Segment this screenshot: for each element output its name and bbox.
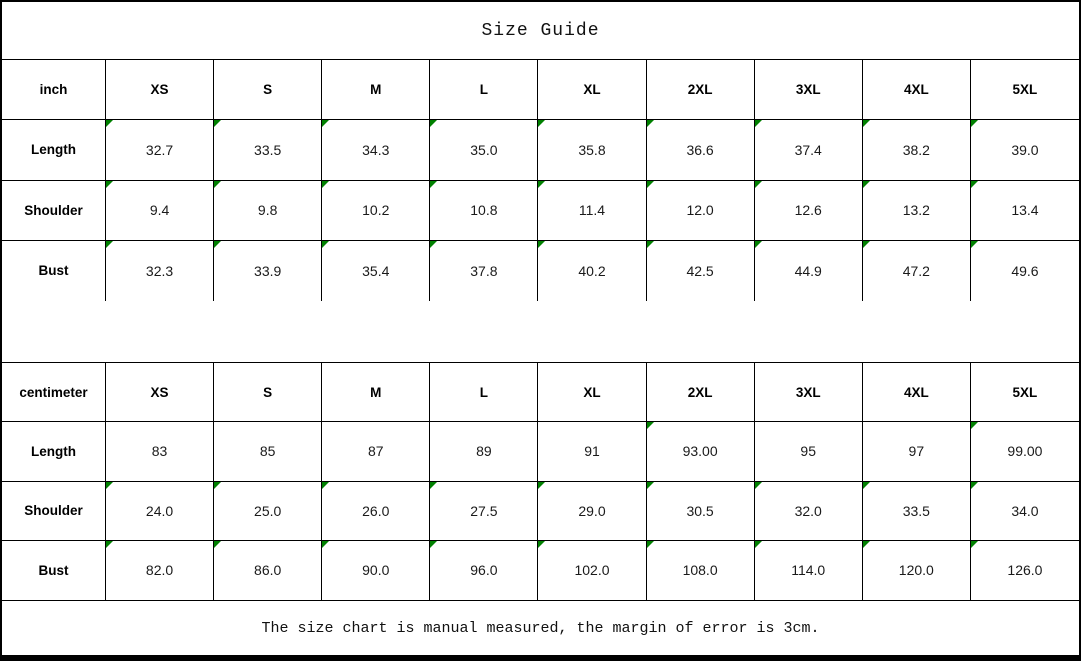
value-cell [214, 181, 322, 241]
row-label-length [2, 422, 106, 481]
size-header-cell-s [214, 363, 322, 422]
value-cell-text: 37.8 [470, 262, 498, 279]
value-cell [322, 422, 430, 481]
value-cell-text: 24.0 [145, 502, 174, 519]
value-cell-text: 126.0 [1007, 562, 1043, 579]
value-cell-text: 40.2 [578, 262, 606, 279]
value-cell [430, 422, 538, 481]
size-header-cell-3xl [755, 363, 863, 422]
size-header-cell-m [322, 60, 430, 120]
value-cell-text: 32.7 [145, 141, 174, 158]
value-cell [863, 482, 971, 541]
cell-comment-marker-icon [538, 541, 545, 548]
size-header-cell-l-text: L [479, 384, 488, 400]
value-cell-text: 49.6 [1011, 262, 1039, 279]
cell-comment-marker-icon [322, 541, 329, 548]
value-cell [106, 422, 214, 481]
size-header-cell-m-text: M [370, 384, 382, 400]
row-label-bust [2, 241, 106, 301]
cell-comment-marker-icon [430, 181, 437, 188]
value-cell [647, 541, 755, 600]
cell-comment-marker-icon [755, 241, 762, 248]
value-cell [971, 241, 1079, 301]
value-cell [647, 241, 755, 301]
bottom-black-bar [2, 655, 1079, 661]
value-cell [538, 241, 646, 301]
value-cell [106, 241, 214, 301]
value-cell-text: 35.0 [470, 141, 498, 158]
cell-comment-marker-icon [971, 120, 978, 127]
size-header-cell-l [430, 363, 538, 422]
size-header-cell-xl [538, 60, 646, 120]
value-cell [538, 422, 646, 481]
value-cell-text: 44.9 [794, 262, 822, 279]
size-header-cell-xs [106, 60, 214, 120]
value-cell-text: 27.5 [470, 502, 498, 519]
size-header-cell-4xl-text: 4XL [903, 384, 929, 400]
inch-size-table [2, 60, 1079, 301]
size-header-cell-3xl-text: 3XL [795, 384, 821, 400]
cell-comment-marker-icon [214, 120, 221, 127]
value-cell-text: 13.4 [1011, 202, 1039, 219]
value-cell [430, 120, 538, 180]
value-cell-text: 35.4 [362, 262, 390, 279]
value-cell [755, 241, 863, 301]
footer-note-row [2, 600, 1079, 655]
cell-comment-marker-icon [755, 120, 762, 127]
value-cell-text: 33.5 [254, 141, 282, 158]
value-cell-text: 34.0 [1011, 502, 1039, 519]
cell-comment-marker-icon [647, 241, 654, 248]
row-label-shoulder-text: Shoulder [24, 202, 83, 218]
value-cell-text: 33.9 [254, 262, 282, 279]
footer-note: The size chart is manual measured, the margin of error is 3cm. [261, 619, 820, 637]
cell-comment-marker-icon [214, 181, 221, 188]
value-cell-text: 99.00 [1007, 443, 1043, 460]
cell-comment-marker-icon [538, 120, 545, 127]
value-cell-text: 12.0 [686, 202, 714, 219]
cell-comment-marker-icon [106, 120, 113, 127]
cell-comment-marker-icon [538, 482, 545, 489]
value-cell [538, 120, 646, 180]
value-cell-text: 82.0 [145, 562, 174, 579]
cell-comment-marker-icon [214, 482, 221, 489]
value-cell-text: 95 [800, 443, 816, 460]
value-cell [106, 541, 214, 600]
cell-comment-marker-icon [430, 241, 437, 248]
value-cell-text: 32.3 [145, 262, 174, 279]
row-label-shoulder [2, 482, 106, 541]
cell-comment-marker-icon [106, 482, 113, 489]
value-cell [322, 181, 430, 241]
value-cell [106, 482, 214, 541]
cell-comment-marker-icon [971, 541, 978, 548]
value-cell-text: 85 [259, 443, 276, 460]
size-header-cell-2xl-text: 2XL [687, 82, 713, 98]
value-cell [755, 422, 863, 481]
cell-comment-marker-icon [647, 120, 654, 127]
value-cell [430, 181, 538, 241]
cell-comment-marker-icon [971, 181, 978, 188]
cell-comment-marker-icon [430, 482, 437, 489]
value-cell [538, 541, 646, 600]
size-header-cell-4xl [863, 60, 971, 120]
size-header-cell-2xl-text: 2XL [687, 384, 713, 400]
value-cell-text: 114.0 [791, 562, 826, 579]
value-cell-text: 29.0 [578, 502, 606, 519]
value-cell [755, 541, 863, 600]
value-cell-text: 86.0 [254, 562, 282, 579]
value-cell [971, 482, 1079, 541]
value-cell [863, 241, 971, 301]
value-cell-text: 26.0 [362, 502, 390, 519]
value-cell-text: 35.8 [578, 141, 606, 158]
value-cell-text: 11.4 [578, 202, 606, 219]
value-cell [755, 120, 863, 180]
size-header-cell-xs-text: XS [150, 82, 169, 98]
size-header-cell-xs [106, 363, 214, 422]
size-header-cell-5xl-text: 5XL [1012, 82, 1038, 98]
cell-comment-marker-icon [322, 482, 329, 489]
row-label-length [2, 120, 106, 180]
cell-comment-marker-icon [647, 482, 654, 489]
value-cell [430, 241, 538, 301]
cell-comment-marker-icon [214, 241, 221, 248]
size-header-cell-l-text: L [479, 82, 488, 98]
cell-comment-marker-icon [430, 120, 437, 127]
cell-comment-marker-icon [106, 181, 113, 188]
cell-comment-marker-icon [755, 181, 762, 188]
row-label-bust [2, 541, 106, 600]
cell-comment-marker-icon [538, 181, 545, 188]
value-cell-text: 87 [367, 443, 384, 460]
size-header-cell-s-text: S [263, 82, 273, 98]
size-header-cell-l [430, 60, 538, 120]
unit-header-cell [2, 363, 106, 422]
unit-header-cell-text: centimeter [19, 384, 88, 400]
value-cell [647, 120, 755, 180]
value-cell-text: 25.0 [254, 502, 282, 519]
section-divider [2, 301, 1079, 363]
cell-comment-marker-icon [647, 422, 654, 429]
value-cell-text: 120.0 [898, 562, 934, 579]
cell-comment-marker-icon [322, 120, 329, 127]
value-cell [755, 482, 863, 541]
row-label-shoulder-text: Shoulder [24, 503, 83, 519]
size-header-cell-xl-text: XL [583, 384, 601, 400]
cell-comment-marker-icon [863, 482, 870, 489]
value-cell [322, 241, 430, 301]
row-label-shoulder [2, 181, 106, 241]
cell-comment-marker-icon [863, 181, 870, 188]
size-header-cell-m [322, 363, 430, 422]
value-cell-text: 13.2 [902, 202, 930, 219]
value-cell-text: 47.2 [902, 262, 930, 279]
value-cell [863, 120, 971, 180]
value-cell-text: 10.8 [470, 202, 498, 219]
cell-comment-marker-icon [971, 482, 978, 489]
cell-comment-marker-icon [755, 541, 762, 548]
value-cell-text: 38.2 [902, 141, 930, 158]
page-title: Size Guide [481, 20, 600, 41]
value-cell-text: 91 [584, 443, 600, 460]
value-cell-text: 83 [151, 443, 168, 460]
value-cell-text: 42.5 [686, 262, 714, 279]
size-header-cell-s [214, 60, 322, 120]
value-cell [863, 541, 971, 600]
cell-comment-marker-icon [106, 241, 113, 248]
value-cell [322, 120, 430, 180]
size-header-cell-4xl [863, 363, 971, 422]
size-header-cell-xl-text: XL [583, 82, 601, 98]
cell-comment-marker-icon [755, 482, 762, 489]
value-cell [538, 482, 646, 541]
size-header-cell-2xl [647, 363, 755, 422]
cell-comment-marker-icon [322, 241, 329, 248]
value-cell-text: 37.4 [794, 141, 822, 158]
centimeter-size-table [2, 363, 1079, 600]
value-cell-text: 89 [476, 443, 492, 460]
cell-comment-marker-icon [322, 181, 329, 188]
cell-comment-marker-icon [971, 241, 978, 248]
value-cell [971, 541, 1079, 600]
cell-comment-marker-icon [647, 541, 654, 548]
value-cell-text: 97 [908, 443, 925, 460]
cell-comment-marker-icon [538, 241, 545, 248]
value-cell-text: 34.3 [362, 141, 390, 158]
size-header-cell-xl [538, 363, 646, 422]
value-cell [430, 482, 538, 541]
value-cell-text: 10.2 [362, 202, 390, 219]
size-header-cell-2xl [647, 60, 755, 120]
value-cell [214, 541, 322, 600]
value-cell-text: 96.0 [470, 562, 498, 579]
value-cell [755, 181, 863, 241]
size-header-cell-3xl-text: 3XL [795, 82, 821, 98]
value-cell-text: 33.5 [902, 502, 930, 519]
cell-comment-marker-icon [106, 541, 113, 548]
value-cell [106, 120, 214, 180]
value-cell [214, 482, 322, 541]
value-cell [647, 181, 755, 241]
value-cell-text: 9.4 [149, 202, 170, 219]
row-label-length-text: Length [31, 443, 76, 459]
cell-comment-marker-icon [214, 541, 221, 548]
value-cell [214, 241, 322, 301]
unit-header-cell-text: inch [39, 82, 68, 98]
value-cell-text: 36.6 [686, 141, 714, 158]
value-cell [647, 422, 755, 481]
value-cell [971, 422, 1079, 481]
value-cell [971, 181, 1079, 241]
value-cell [430, 541, 538, 600]
value-cell-text: 9.8 [257, 202, 278, 219]
cell-comment-marker-icon [863, 541, 870, 548]
value-cell [863, 422, 971, 481]
value-cell-text: 12.6 [794, 202, 822, 219]
value-cell-text: 30.5 [686, 502, 714, 519]
cell-comment-marker-icon [863, 120, 870, 127]
size-header-cell-xs-text: XS [150, 384, 169, 400]
value-cell [322, 482, 430, 541]
row-label-bust-text: Bust [38, 263, 69, 279]
value-cell [647, 482, 755, 541]
size-header-cell-3xl [755, 60, 863, 120]
value-cell [322, 541, 430, 600]
row-label-length-text: Length [31, 142, 76, 158]
size-header-cell-m-text: M [370, 82, 382, 98]
row-label-bust-text: Bust [38, 562, 69, 578]
cell-comment-marker-icon [430, 541, 437, 548]
value-cell [863, 181, 971, 241]
value-cell-text: 93.00 [682, 443, 718, 460]
cell-comment-marker-icon [647, 181, 654, 188]
size-guide-title [2, 2, 1079, 60]
cell-comment-marker-icon [971, 422, 978, 429]
value-cell [538, 181, 646, 241]
value-cell [106, 181, 214, 241]
size-header-cell-5xl-text: 5XL [1012, 384, 1038, 400]
size-header-cell-s-text: S [263, 384, 273, 400]
value-cell-text: 39.0 [1011, 141, 1039, 158]
size-header-cell-4xl-text: 4XL [903, 82, 929, 98]
value-cell-text: 32.0 [794, 502, 822, 519]
value-cell [214, 422, 322, 481]
size-header-cell-5xl [971, 363, 1079, 422]
unit-header-cell [2, 60, 106, 120]
size-header-cell-5xl [971, 60, 1079, 120]
cell-comment-marker-icon [863, 241, 870, 248]
value-cell [971, 120, 1079, 180]
value-cell-text: 102.0 [574, 562, 610, 579]
value-cell-text: 90.0 [362, 562, 390, 579]
value-cell-text: 108.0 [682, 562, 718, 579]
value-cell [214, 120, 322, 180]
